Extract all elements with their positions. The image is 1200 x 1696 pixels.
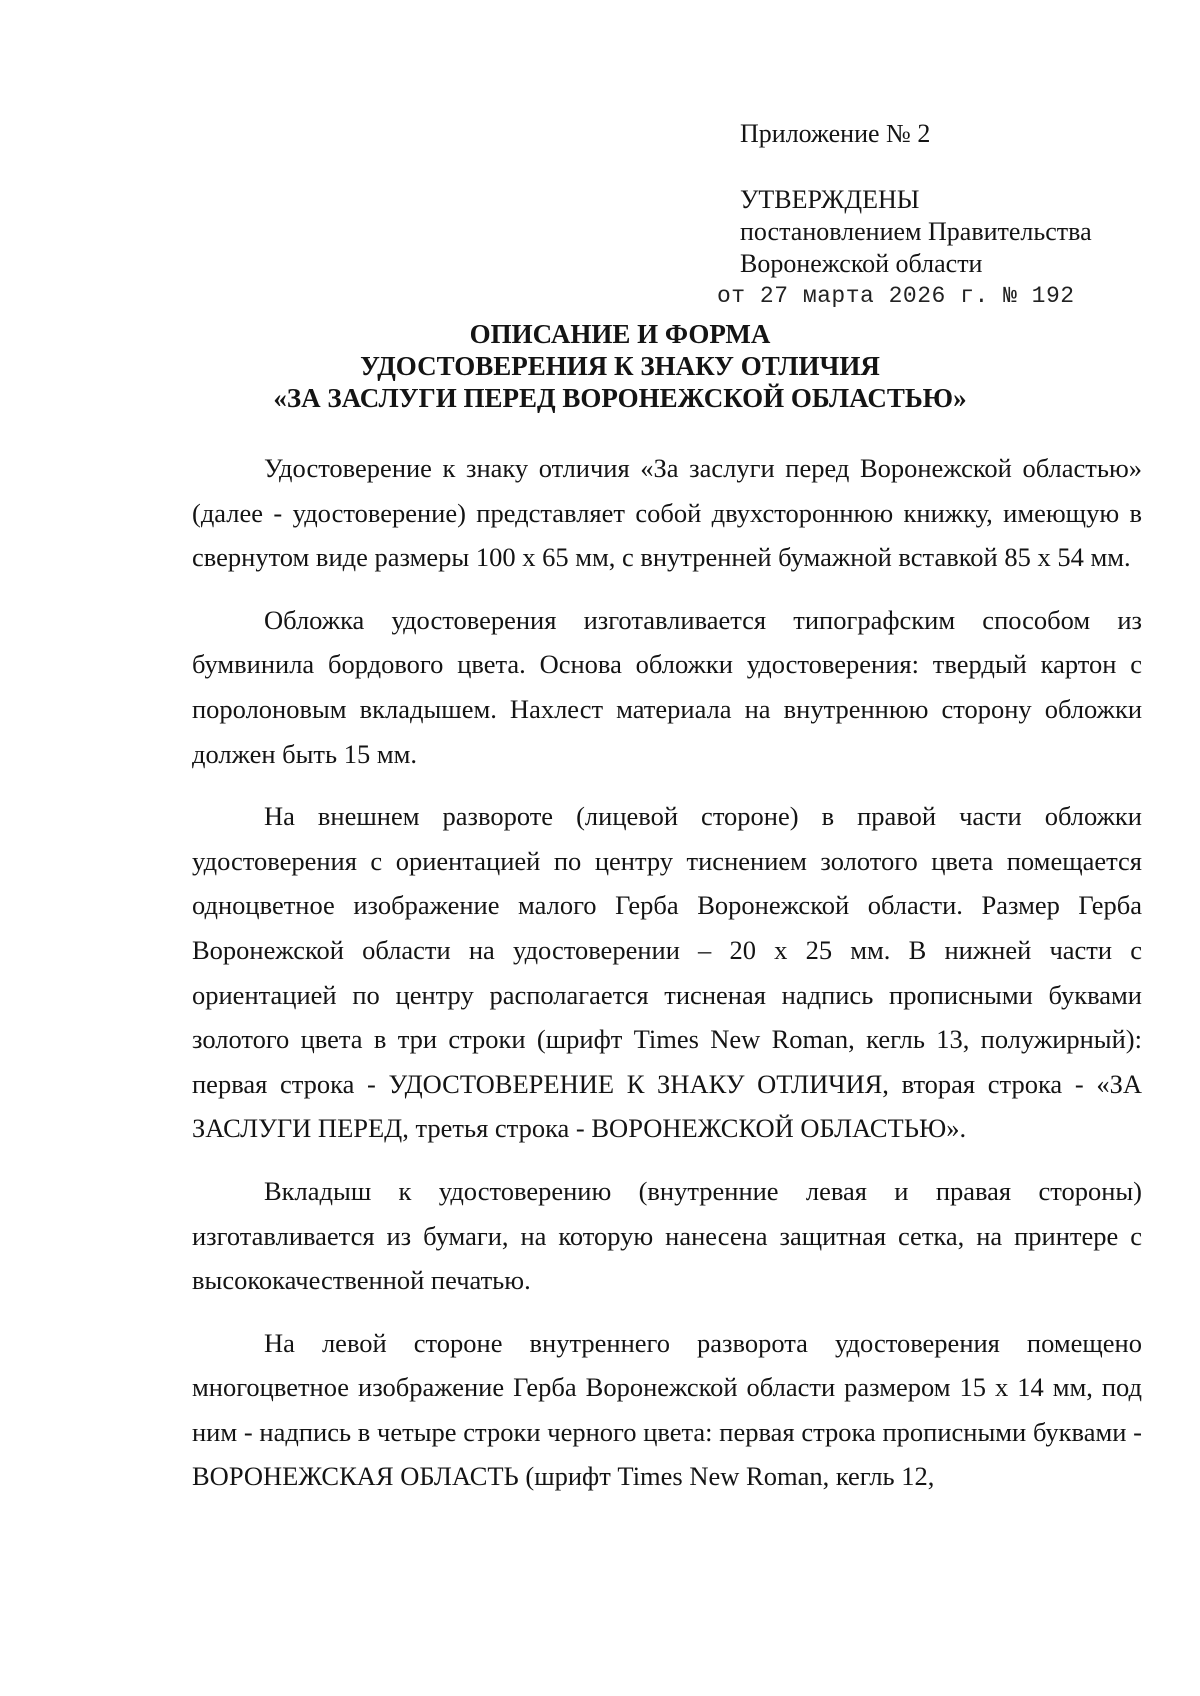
approval-header: [740, 118, 1092, 280]
approved-label: УТВЕРЖДЕНЫ: [740, 185, 920, 214]
title-line-2: УДОСТОВЕРЕНИЯ К ЗНАКУ ОТЛИЧИЯ: [360, 351, 880, 381]
paragraph: Вкладыш к удостоверению (внутренние левая и правая стороны) изготавливается из бумаги, на которую нанесена защитная сетка, на принтере с высококачественной печатью.: [192, 1175, 1142, 1296]
paragraph: На левой стороне внутреннего разворота удостоверения помещено многоцветное изображение Герба Воронежской области размером 15 х 14 мм, под ним - надпись в четыре строки черного цвета: первая строка прописными буквами - ВОРОНЕЖСКАЯ ОБЛАСТЬ (шрифт Times New Roman, кегль 12,: [192, 1327, 1142, 1492]
paragraph: На внешнем развороте (лицевой стороне) в правой части обложки удостоверения с ориентацией по центру тиснением золотого цвета помещается одноцветное изображение малого Герба Воронежской области. Размер Герба Воронежской области на удостоверении – 20 х 25 мм. В нижней части с ориентацией по центру располагается тисненая надпись прописными буквами золотого цвета в три строки (шрифт Times New Roman, кегль 13, полужирный): первая строка - УДОСТОВЕРЕНИЕ К ЗНАКУ ОТЛИЧИЯ, вторая строка - «ЗА ЗАСЛУГИ ПЕРЕД, третья строка - ВОРОНЕЖСКОЙ ОБЛАСТЬЮ».: [192, 801, 1142, 1144]
title-line-1: ОПИСАНИЕ И ФОРМА: [469, 319, 771, 349]
annex-label: Приложение № 2: [740, 119, 931, 148]
document-title: [180, 318, 1060, 414]
region-label: Воронежской области: [740, 249, 983, 278]
body-text: [192, 446, 1142, 1499]
paragraph: Обложка удостоверения изготавливается типографским способом из бумвинила бордового цвета. Основа обложки удостоверения: твердый картон с поролоновым вкладышем. Нахлест материала на внутреннюю сторону обложки должен быть 15 мм.: [192, 604, 1142, 769]
title-line-3: «ЗА ЗАСЛУГИ ПЕРЕД ВОРОНЕЖСКОЙ ОБЛАСТЬЮ»: [273, 383, 967, 413]
decree-label: постановлением Правительства: [740, 217, 1092, 246]
paragraph: Удостоверение к знаку отличия «За заслуги перед Воронежской областью» (далее - удостоверение) представляет собой двухстороннюю книжку, имеющую в свернутом виде размеры 100 х 65 мм, с внутренней бумажной вставкой 85 х 54 мм.: [192, 453, 1142, 573]
decree-date-number: от 27 марта 2026 г. № 192: [717, 283, 1075, 309]
